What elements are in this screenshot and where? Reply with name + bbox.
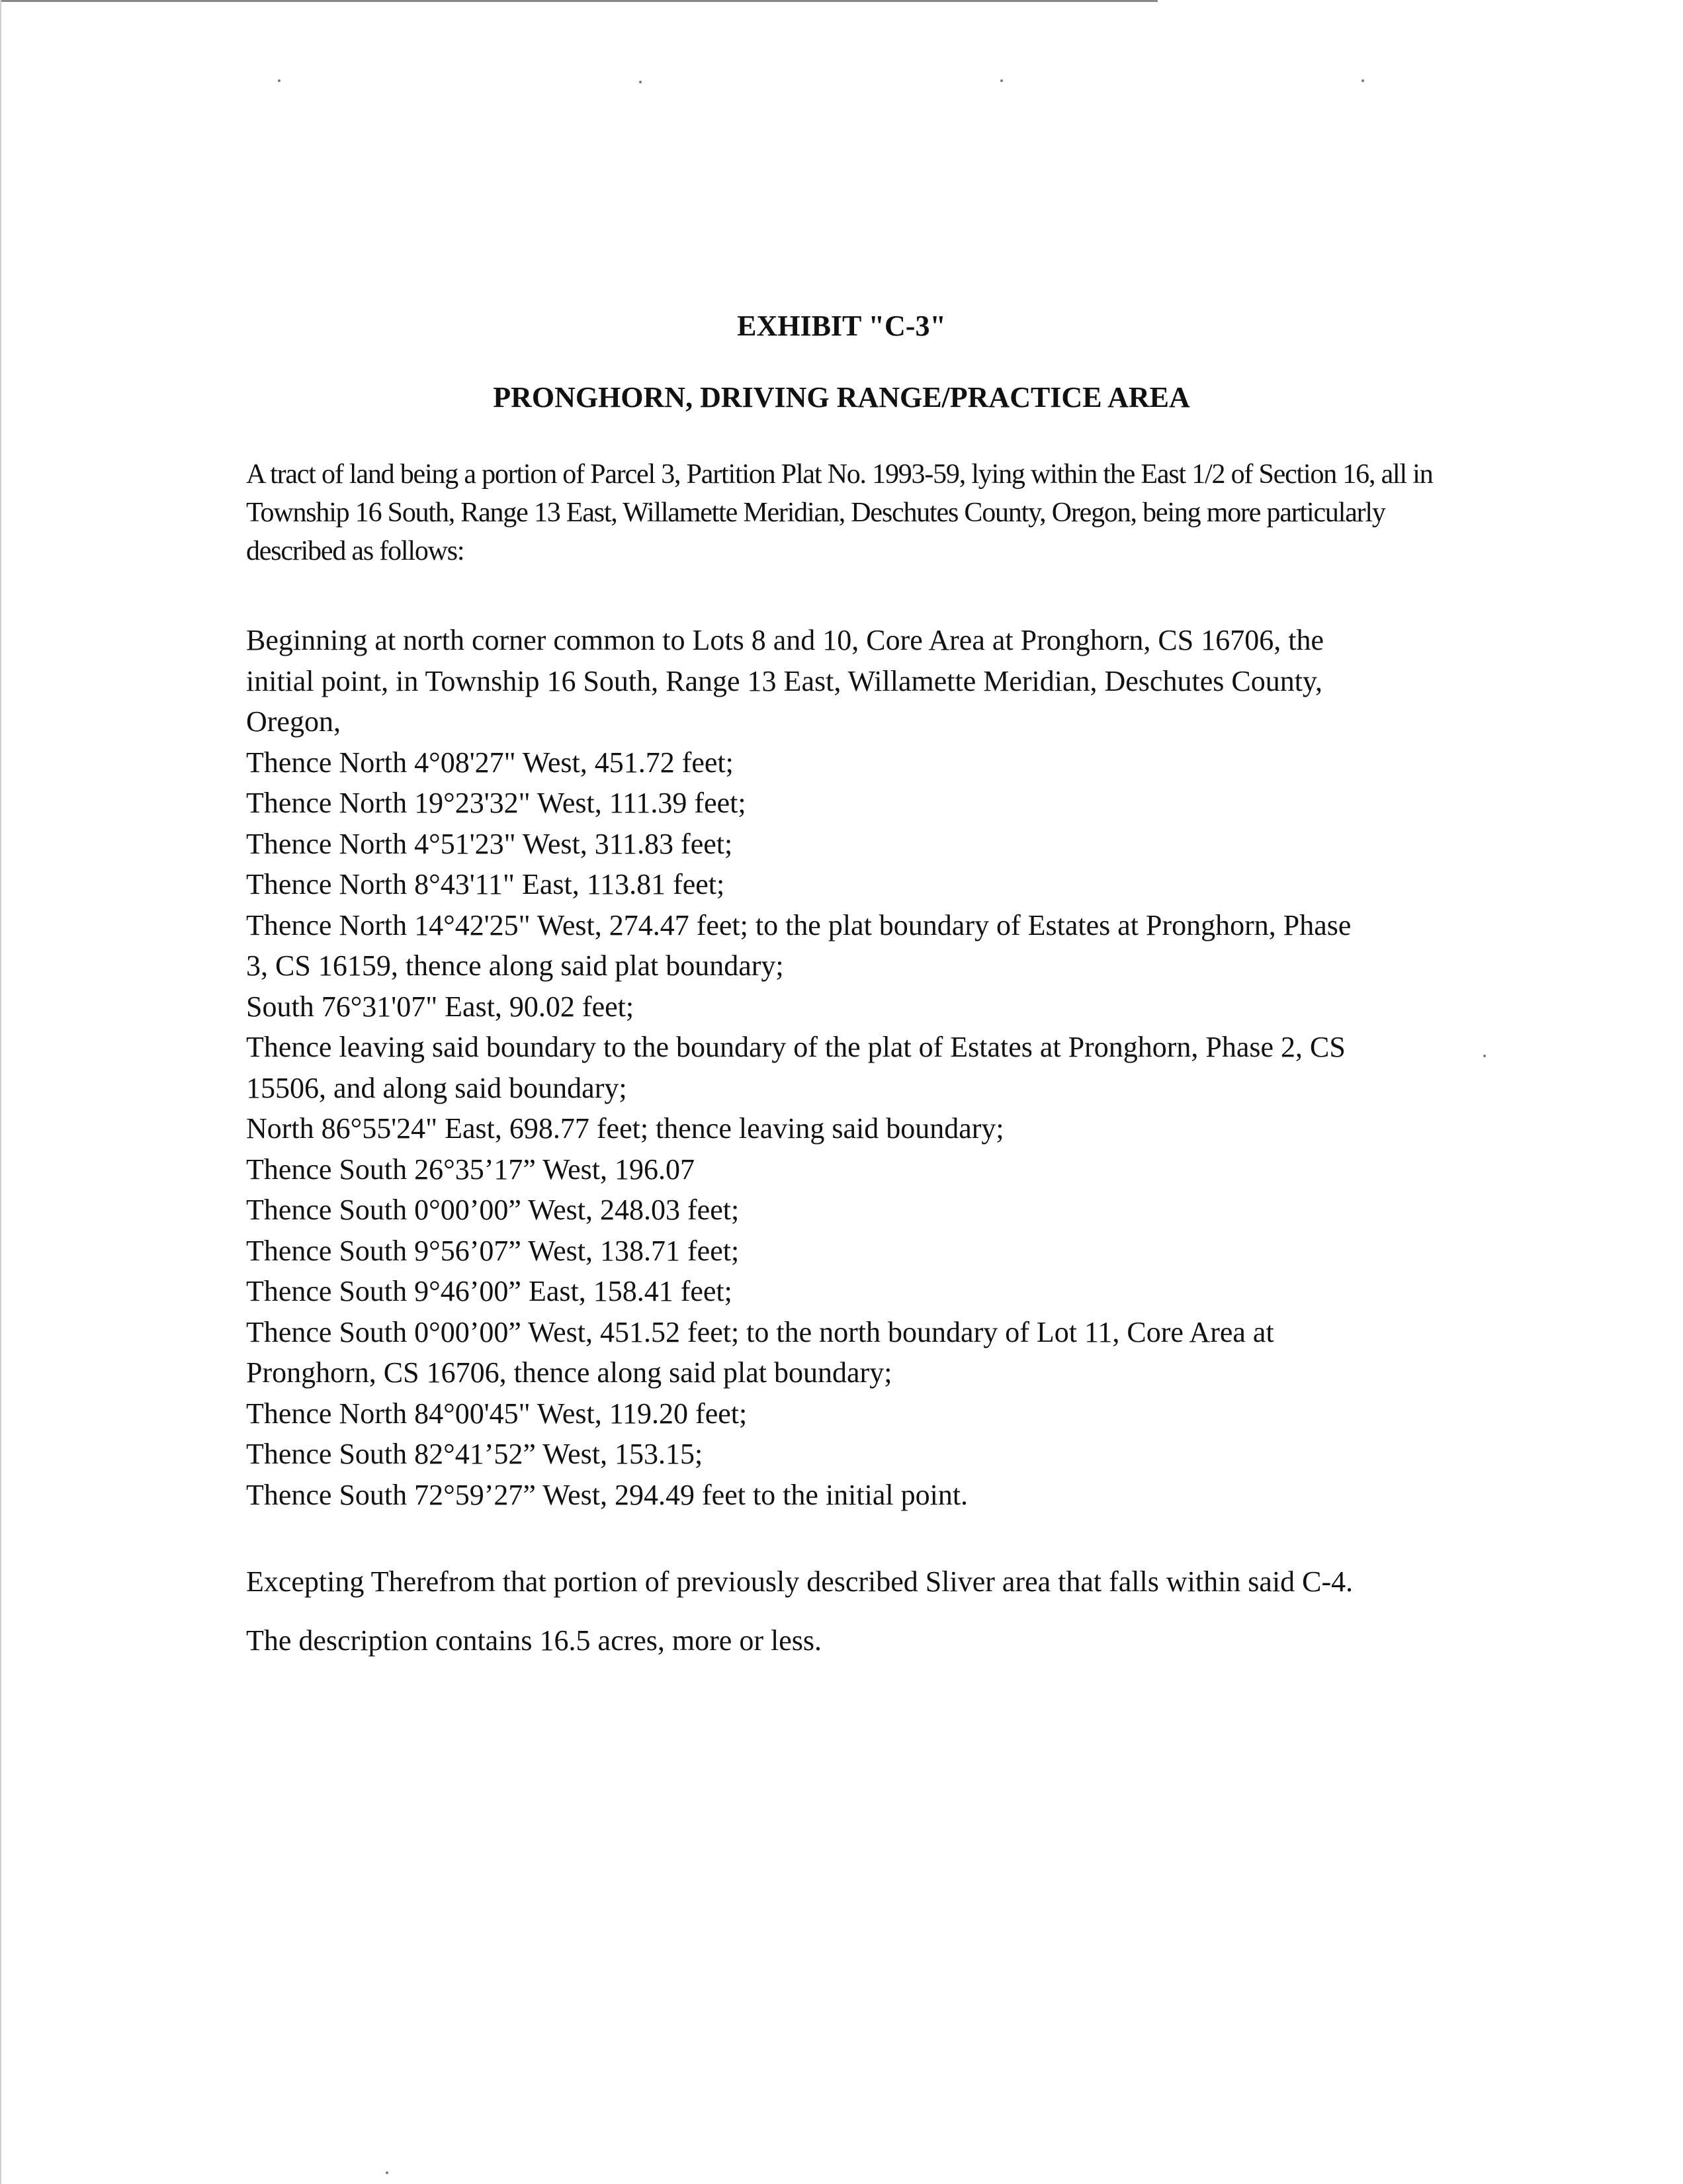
description-line: Thence North 4°08'27" West, 451.72 feet; [246,746,734,779]
exhibit-subtitle: PRONGHORN, DRIVING RANGE/PRACTICE AREA [493,381,1190,414]
exception-clause: Excepting Therefrom that portion of previously described Sliver area that falls within said C-4. [246,1565,1354,1598]
description-line: Thence North 84°00'45" West, 119.20 feet; [246,1397,748,1430]
scan-speck [639,81,642,83]
description-line: Thence South 0°00’00” West, 248.03 feet; [246,1194,740,1226]
description-line: Thence South 9°56’07” West, 138.71 feet; [246,1234,740,1267]
description-line: Oregon, [246,705,341,738]
scan-speck [278,79,280,82]
description-line: Thence leaving said boundary to the boundary of the plat of Estates at Pronghorn, Phase 2, CS [246,1031,1346,1063]
legal-description [246,620,1477,1515]
description-line: Pronghorn, CS 16706, thence along said plat boundary; [246,1356,892,1389]
description-line: 3, CS 16159, thence along said plat boundary; [246,949,784,982]
description-line: Thence North 19°23'32" West, 111.39 feet; [246,787,746,819]
scan-speck [1361,79,1364,82]
scan-speck [1483,1055,1486,1057]
description-line: Thence South 0°00’00” West, 451.52 feet; to the north boundary of Lot 11, Core Area at [246,1315,1274,1348]
scan-speck [1000,79,1003,82]
description-line: Thence North 14°42'25" West, 274.47 feet; to the plat boundary of Estates at Pronghorn, Phase [246,908,1352,941]
description-line: Thence South 9°46’00” East, 158.41 feet; [246,1275,732,1307]
description-line: Thence North 4°51'23" West, 311.83 feet; [246,827,733,860]
scan-speck [386,2171,388,2174]
intro-paragraph: A tract of land being a portion of Parcel 3, Partition Plat No. 1993-59, lying within the East 1/2 of Section 16, all in Township 16 South, Range 13 East, Willamette Meridian, Deschutes County, Oregon, being more particularly described as follows: [246,459,1433,566]
description-line: North 86°55'24" East, 698.77 feet; thence leaving said boundary; [246,1112,1004,1145]
acreage-statement: The description contains 16.5 acres, more or less. [246,1624,822,1657]
description-line: initial point, in Township 16 South, Range 13 East, Willamette Meridian, Deschutes County, [246,664,1323,697]
description-line: Thence North 8°43'11" East, 113.81 feet; [246,868,725,900]
description-line: Thence South 82°41’52” West, 153.15; [246,1438,703,1470]
scan-edge-top [0,0,1158,2]
description-line: Thence South 26°35’17” West, 196.07 [246,1153,695,1186]
description-line: Thence South 72°59’27” West, 294.49 feet to the initial point. [246,1478,969,1511]
description-line: 15506, and along said boundary; [246,1071,627,1104]
exhibit-title: EXHIBIT "C-3" [737,310,946,342]
description-line: South 76°31'07" East, 90.02 feet; [246,990,634,1023]
description-line: Beginning at north corner common to Lots 8 and 10, Core Area at Pronghorn, CS 16706, the [246,624,1324,656]
